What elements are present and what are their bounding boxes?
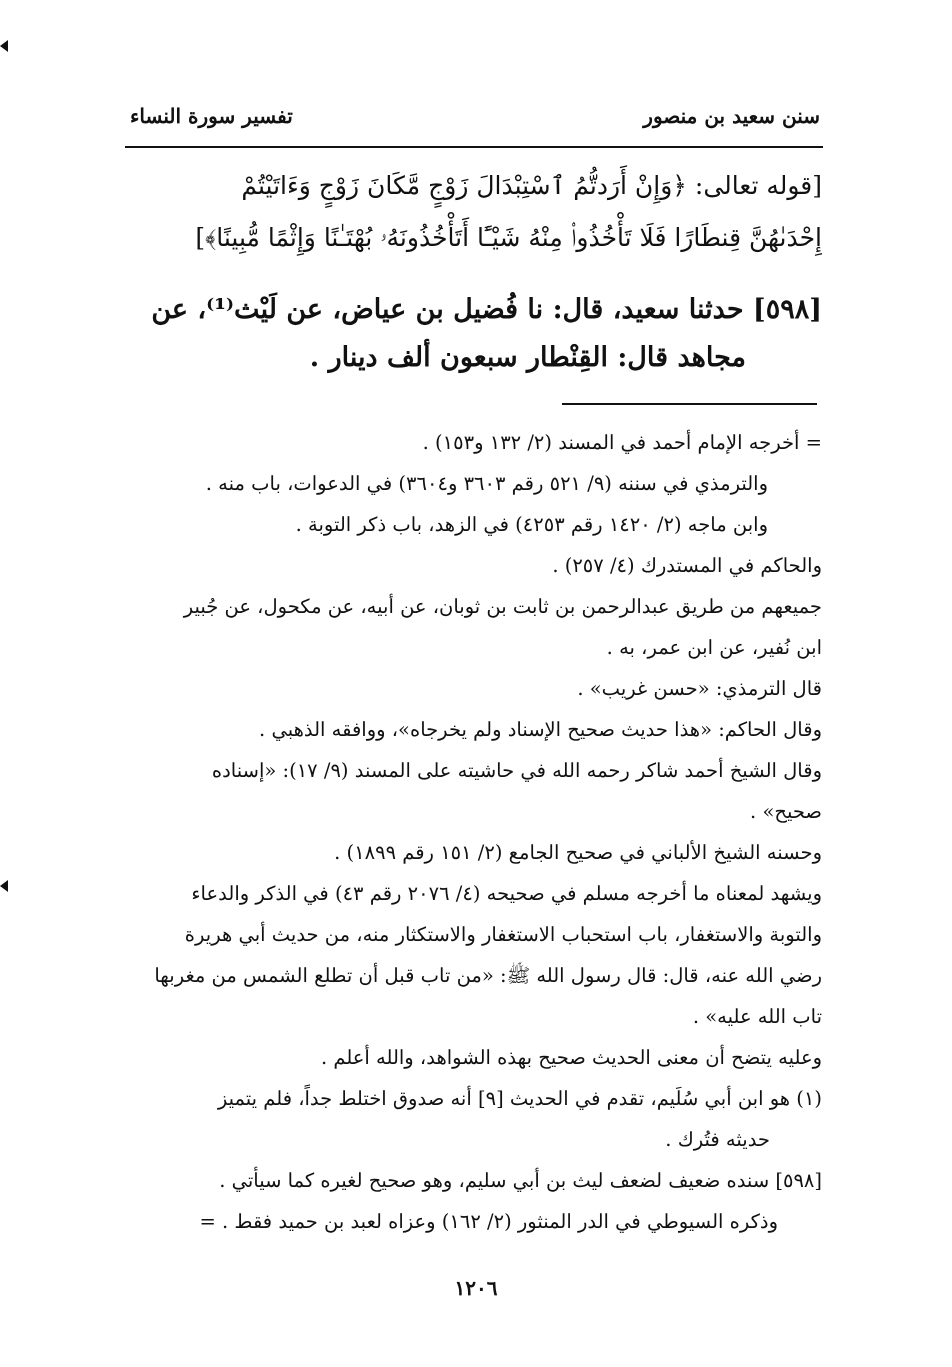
- footnote-line: ويشهد لمعناه ما أخرجه مسلم في صحيحه (٤/ ٢٠٧٦ رقم ٤٣) في الذكر والدعاء: [191, 882, 822, 905]
- footnote-line: ابن نُفير، عن ابن عمر، به .: [606, 636, 822, 659]
- verse-line-2: إِحْدَىٰهُنَّ قِنطَارًا فَلَا تَأْخُذُوا۟ مِنْهُ شَيْـًٔا أَتَأْخُذُونَهُۥ بُهْتَـٰنًا وَإِثْمًا مُّبِينًا﴾]: [195, 223, 822, 252]
- header-divider: [125, 146, 823, 148]
- header-book-title: سنن سعيد بن منصور: [643, 104, 820, 128]
- footnotes: [120, 422, 822, 1242]
- footnote-line: وذكره السيوطي في الدر المنثور (٢/ ١٦٢) وعزاه لعبد بن حميد فقط . =: [199, 1210, 778, 1233]
- verse-line-1: [قوله تعالى: ﴿وَإِنْ أَرَدتُّمُ ٱسْتِبْدَالَ زَوْجٍ مَّكَانَ زَوْجٍ وَءَاتَيْتُمْ: [241, 171, 822, 200]
- footnote-line: وعليه يتضح أن معنى الحديث صحيح بهذه الشواهد، والله أعلم .: [320, 1046, 822, 1069]
- hadith-text: [110, 286, 822, 382]
- footnote-line: جميعهم من طريق عبدالرحمن بن ثابت بن ثوبان، عن أبيه، عن مكحول، عن جُبير: [183, 595, 822, 618]
- footnote-line: حديثه فتُرك .: [665, 1128, 770, 1151]
- footnote-divider: [562, 403, 817, 405]
- margin-mark-top: [0, 40, 8, 52]
- footnote-line: وحسنه الشيخ الألباني في صحيح الجامع (٢/ ١٥١ رقم ١٨٩٩) .: [334, 841, 822, 864]
- hadith-line-2: مجاهد قال: القِنْطار سبعون ألف دينار .: [309, 342, 746, 373]
- footnote-line: والترمذي في سننه (٩/ ٥٢١ رقم ٣٦٠٣ و٣٦٠٤) في الدعوات، باب منه .: [205, 472, 768, 495]
- page-number: ١٢٠٦: [454, 1276, 498, 1300]
- footnote-line: وقال الحاكم: «هذا حديث صحيح الإسناد ولم يخرجاه»، ووافقه الذهبي .: [259, 718, 822, 741]
- running-header: [130, 104, 820, 134]
- quran-verse: [110, 160, 822, 264]
- footnote-line: تاب الله عليه» .: [692, 1005, 822, 1028]
- header-section-title: تفسير سورة النساء: [130, 104, 293, 128]
- hadith-line-1: [٥٩٨] حدثنا سعيد، قال: نا فُضيل بن عياض، عن لَيْث⁽¹⁾، عن: [151, 294, 822, 325]
- footnote-line: صحيح» .: [750, 800, 822, 823]
- footnote-line: والتوبة والاستغفار، باب استحباب الاستغفار والاستكثار منه، من حديث أبي هريرة: [184, 923, 822, 946]
- footnote-line: وقال الشيخ أحمد شاكر رحمه الله في حاشيته على المسند (٩/ ١٧): «إسناده: [211, 759, 822, 782]
- footnote-1: (١) هو ابن أبي سُلَيم، تقدم في الحديث [٩] أنه صدوق اختلط جداً، فلم يتميز: [217, 1087, 822, 1110]
- footnote-line: رضي الله عنه، قال: قال رسول الله ﷺ: «من تاب قبل أن تطلع الشمس من مغربها: [154, 964, 822, 987]
- footnote-line: والحاكم في المستدرك (٤/ ٢٥٧) .: [552, 554, 822, 577]
- footnote-line: قال الترمذي: «حسن غريب» .: [577, 677, 822, 700]
- margin-mark-bottom: [0, 880, 8, 892]
- footnote-line: = أخرجه الإمام أحمد في المسند (٢/ ١٣٢ و١٥٣) .: [422, 431, 822, 454]
- footnote-line: [٥٩٨] سنده ضعيف لضعف ليث بن أبي سليم، وهو صحيح لغيره كما سيأتي .: [219, 1169, 822, 1192]
- footnote-line: وابن ماجه (٢/ ١٤٢٠ رقم ٤٢٥٣) في الزهد، باب ذكر التوبة .: [295, 513, 768, 536]
